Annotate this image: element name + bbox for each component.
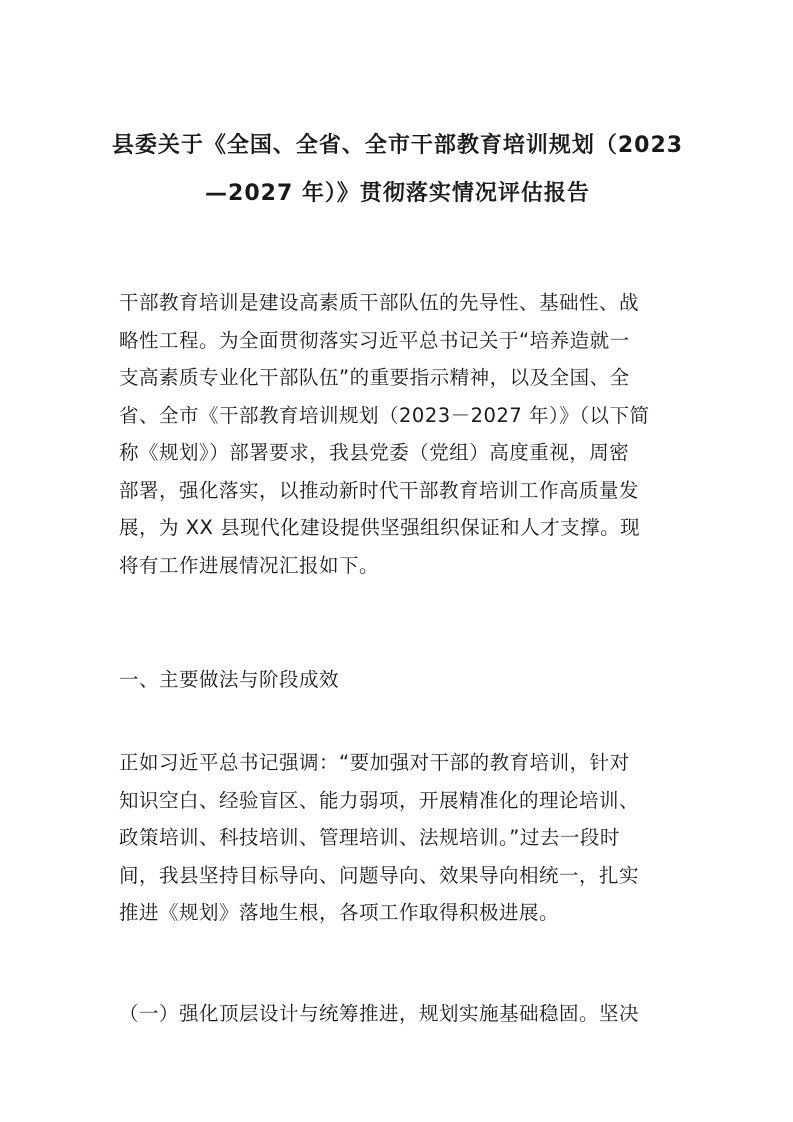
- paragraph-line: 正如习近平总书记强调：“要加强对干部的教育培训，针对: [119, 751, 630, 774]
- paragraph-line: 部署，强化落实，以推动新时代干部教育培训工作高质量发: [119, 478, 640, 502]
- body-paragraph: [119, 744, 675, 932]
- section-heading-text: 一、主要做法与阶段成效: [119, 668, 340, 691]
- paragraph-line: 称《规划》）部署要求，我县党委（党组）高度重视，周密: [119, 441, 630, 464]
- paragraph-line: 政策培训、科技培训、管理培训、法规培训。”过去一段时: [119, 826, 620, 849]
- section-heading: [119, 661, 675, 699]
- paragraph-line: （一）强化顶层设计与统筹推进，规划实施基础稳固。坚决: [119, 1002, 640, 1025]
- title-line: —2027 年）》贯彻落实情况评估报告: [205, 181, 590, 206]
- paragraph-line: 略性工程。为全面贯彻落实习近平总书记关于“培养造就一: [119, 328, 630, 352]
- subsection-paragraph: [119, 995, 675, 1033]
- paragraph-line: 知识空白、经验盲区、能力弱项，开展精准化的理论培训、: [119, 788, 640, 812]
- paragraph-line: 将有工作进展情况汇报如下。: [119, 553, 380, 577]
- title-line: 县委关于《全国、全省、全市干部教育培训规划（2023: [111, 133, 684, 158]
- paragraph-line: 间，我县坚持目标导向、问题导向、效果导向相统一，扎实: [119, 863, 640, 887]
- paragraph-line: 展，为 XX 县现代化建设提供坚强组织保证和人才支撑。现: [119, 516, 641, 539]
- document-title: [110, 122, 685, 218]
- paragraph-line: 干部教育培训是建设高素质干部队伍的先导性、基础性、战: [119, 291, 640, 314]
- intro-paragraph: [119, 284, 675, 584]
- paragraph-line: 省、全市《干部教育培训规划（2023－2027 年）》（以下简: [119, 403, 650, 427]
- paragraph-line: 支高素质专业化干部队伍”的重要指示精神，以及全国、全: [119, 366, 630, 389]
- paragraph-line: 推进《规划》落地生根，各项工作取得积极进展。: [119, 901, 560, 924]
